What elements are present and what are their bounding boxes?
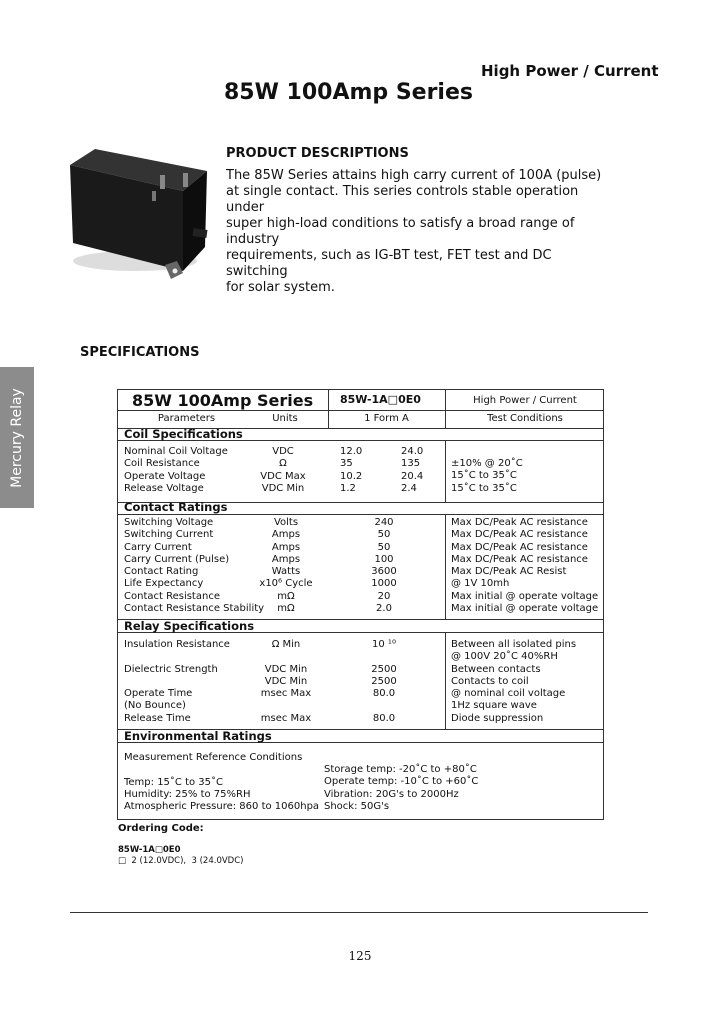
- table-category: High Power / Current: [473, 395, 577, 406]
- category-label: High Power / Current: [481, 62, 659, 80]
- col-header-form: 1 Form A: [364, 413, 409, 424]
- relay-test-conditions: Between all isolated pins @ 100V 20˚C 40%RH Between contacts Contacts to coil @ nominal coil voltage 1Hz square wave Diode suppression: [451, 639, 577, 724]
- coil-params: Nominal Coil Voltage Coil Resistance Operate Voltage Release Voltage: [124, 446, 228, 494]
- ordering-code-heading: Ordering Code:: [118, 823, 204, 834]
- environmental-ratings: Storage temp: -20˚C to +80˚C Operate temp: -10˚C to +60˚C Vibration: 20G's to 2000Hz Shock: 50G's: [324, 764, 479, 812]
- table-title: 85W 100Amp Series: [132, 391, 314, 410]
- page-title: 85W 100Amp Series: [224, 80, 473, 105]
- environmental-section-heading: Environmental Ratings: [124, 729, 272, 743]
- col-header-units: Units: [272, 413, 298, 424]
- ordering-code: 85W-1A□0E0: [118, 845, 181, 855]
- specifications-table: [117, 389, 604, 820]
- coil-values-12v: 12.0 35 10.2 1.2: [340, 446, 363, 494]
- relay-values: 10 ¹⁰ 2500 2500 80.0 80.0: [371, 639, 397, 724]
- col-header-test: Test Conditions: [487, 413, 563, 424]
- side-tab-label: Mercury Relay: [9, 387, 25, 488]
- contact-params: Switching Voltage Switching Current Carry Current Carry Current (Pulse) Contact Rating Life Expectancy Contact Resistance Contact Resistance Stability: [124, 517, 265, 615]
- contact-values: 240 50 50 100 3600 1000 20 2.0: [371, 517, 397, 615]
- col-header-parameters: Parameters: [157, 413, 216, 424]
- contact-units: Volts Amps Amps Amps Watts x10⁶ Cycle mΩ mΩ: [259, 517, 313, 615]
- page-number: 125: [348, 949, 372, 963]
- product-description-heading: PRODUCT DESCRIPTIONS: [226, 146, 409, 161]
- contact-test-conditions: Max DC/Peak AC resistance Max DC/Peak AC resistance Max DC/Peak AC resistance Max DC/Peak AC resistance Max DC/Peak AC Resist @ 1V 10mh Max initial @ operate voltage Max initial @ operate voltage: [451, 517, 599, 615]
- model-code: 85W-1A□0E0: [340, 393, 421, 406]
- environmental-reference-conditions: Measurement Reference Conditions Temp: 15˚C to 35˚C Humidity: 25% to 75%RH Atmospheric Pressure: 860 to 1060hpa: [124, 752, 320, 813]
- contact-section-heading: Contact Ratings: [124, 500, 228, 514]
- ordering-options: □ 2 (12.0VDC), 3 (24.0VDC): [118, 856, 244, 866]
- product-description: The 85W Series attains high carry current of 100A (pulse) at single contact. This series controls stable operation under super high-load conditions to satisfy a broad range of industry requirements, such as IG-BT test, FET test and DC switching for solar system.: [226, 168, 602, 295]
- relay-params: Insulation Resistance Dielectric Strength Operate Time (No Bounce) Release Time: [124, 639, 230, 724]
- specifications-heading: SPECIFICATIONS: [80, 345, 200, 360]
- coil-units: VDC Ω VDC Max VDC Min: [260, 446, 306, 494]
- coil-test-conditions: ±10% @ 20˚C 15˚C to 35˚C 15˚C to 35˚C: [451, 458, 523, 494]
- relay-section-heading: Relay Specifications: [124, 619, 255, 633]
- relay-product-image: [65, 143, 215, 283]
- footer-divider: [70, 912, 648, 913]
- side-tab: [0, 367, 34, 508]
- relay-units: Ω Min VDC Min VDC Min msec Max msec Max: [260, 639, 312, 724]
- coil-section-heading: Coil Specifications: [124, 427, 243, 441]
- coil-values-24v: 24.0 135 20.4 2.4: [401, 446, 424, 494]
